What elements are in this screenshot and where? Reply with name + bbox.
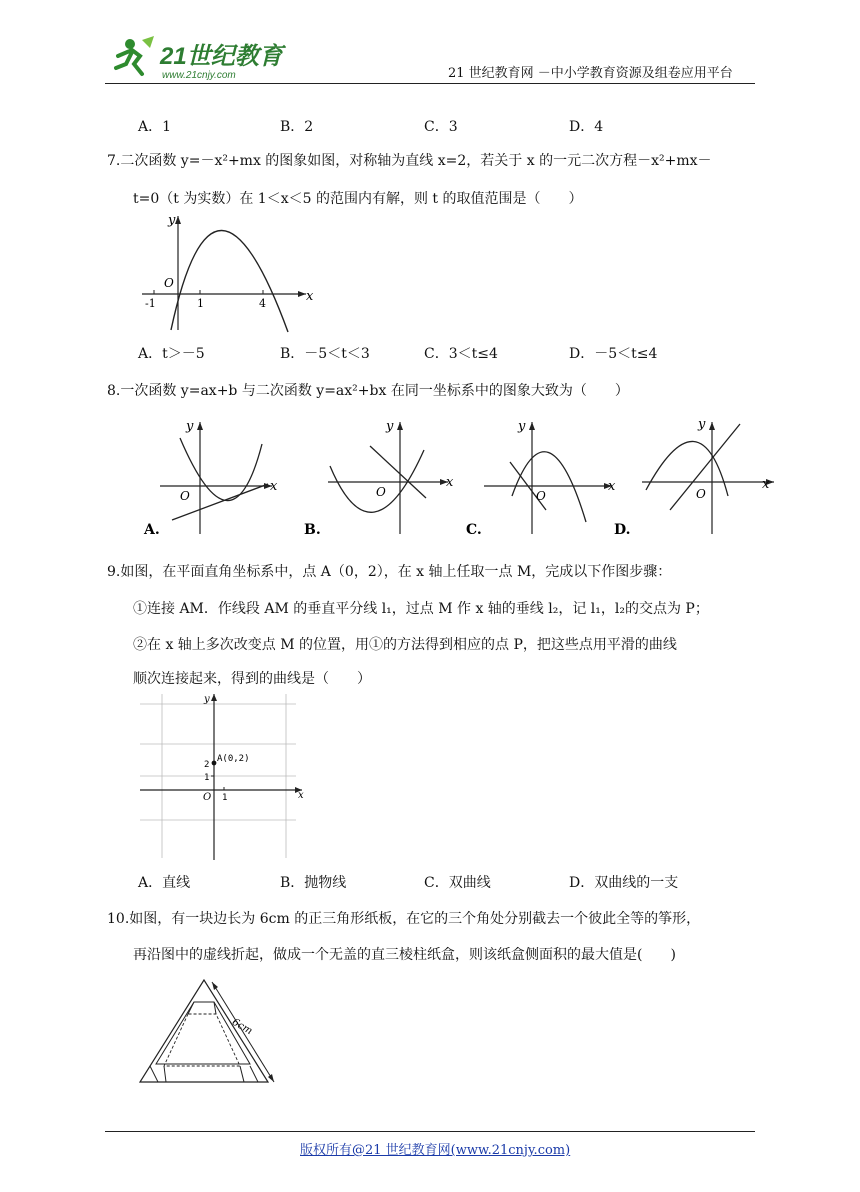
q7-origin-label: O [164,276,174,290]
q9-origin-label: O [203,792,212,803]
q7-option-a: A．t＞－5 [138,346,205,362]
q7-stem-line2: t=0（t 为实数）在 1＜x＜5 的范围内有解，则 t 的取值范围是（ ） [133,191,583,207]
q8b-y: y [386,419,394,434]
q8c-o: O [536,489,546,503]
q9-stem-line1: 9.如图，在平面直角坐标系中，点 A（0，2），在 x 轴上任取一点 M，完成以下作图步骤： [107,564,672,580]
q6-option-c: C．3 [424,119,458,135]
footer-copyright-link[interactable]: 版权所有@21 世纪教育网(www.21cnjy.com) [300,1143,571,1158]
q8-graph-d [614,417,774,538]
q9-stem-line3: ②在 x 轴上多次改变点 M 的位置，用①的方法得到相应的点 P，把这些点用平滑的曲线 [133,637,677,653]
q8-graph-a [143,419,278,538]
q8-graph-c [466,419,616,538]
q8c-y: y [518,419,526,434]
q8d-x: x [762,477,770,492]
q8-label-a: A. [144,522,160,538]
q8-graph-b [304,419,454,538]
q9-y-label: y [204,694,210,705]
q8-label-b: B. [304,522,321,538]
q7-x-label: x [306,289,314,304]
q6-option-b: B．2 [280,119,314,135]
q8-stem: 8.一次函数 y=ax+b 与二次函数 y=ax²+bx 在同一坐标系中的图象大致为（ ） [107,383,629,399]
q6-option-d: D．4 [569,119,604,135]
q9-tick-y1: 1 [204,773,210,783]
q10-length-label: 6cm [230,1016,255,1038]
q10-stem-line2: 再沿图中的虚线折起，做成一个无盖的直三棱柱纸盒，则该纸盒侧面积的最大值是( ) [133,947,676,963]
q8-graphs-figure [140,410,780,540]
q7-tick-4: 4 [259,297,266,310]
q9-stem-line2: ①连接 AM．作线段 AM 的垂直平分线 l₁，过点 M 作 x 轴的垂线 l₂，记 l₁，l₂的交点为 P； [133,601,709,617]
q9-tick-y2: 2 [204,760,210,770]
q8-label-d: D. [614,522,631,538]
q9-coordinate-figure [136,690,312,862]
q10-stem-line1: 10.如图，有一块边长为 6cm 的正三角形纸板，在它的三个角处分别截去一个彼此全等的筝形， [107,911,701,927]
runner-icon [116,36,154,74]
footer-rule [105,1131,755,1132]
q7-option-d: D．－5＜t≤4 [569,346,658,362]
q9-x-label: x [298,790,304,801]
q7-parabola-figure [138,208,318,334]
q8c-x: x [608,479,616,494]
header-site-title: 21 世纪教育网 －中小学教育资源及组卷应用平台 [448,66,733,81]
q8d-y: y [698,417,706,432]
q6-options [0,116,860,136]
q6-option-a: A．1 [138,119,172,135]
q8-label-c: C. [466,522,482,538]
q7-option-b: B．－5＜t＜3 [280,346,370,362]
q7-option-c: C．3＜t≤4 [424,346,498,362]
q9-options [0,872,860,892]
header-rule [105,83,755,84]
q7-tick-minus1: -1 [145,297,156,310]
q9-option-a: A．直线 [138,875,191,891]
q7-options [0,343,860,363]
q8a-o: O [180,489,190,503]
q8b-x: x [446,475,454,490]
q9-point-a-label: A(0,2) [217,754,250,764]
q9-tick-x1: 1 [222,793,228,803]
q9-stem-line4: 顺次连接起来，得到的曲线是（ ） [133,671,371,687]
q8d-o: O [696,487,706,501]
logo-brand: 21世纪教育 [160,43,283,70]
logo-url: www.21cnjy.com [162,70,236,81]
site-logo [108,34,293,82]
q8a-x: x [270,479,278,494]
q8a-y: y [186,419,194,434]
q9-option-b: B．抛物线 [280,875,347,891]
q8b-o: O [376,485,386,499]
q10-triangle-figure [136,974,286,1088]
q9-option-d: D．双曲线的一支 [569,875,679,891]
q9-option-c: C．双曲线 [424,875,491,891]
q7-stem-line1: 7.二次函数 y=－x²+mx 的图象如图，对称轴为直线 x=2，若关于 x 的一元二次方程－x²+mx－ [107,153,712,169]
q7-tick-1: 1 [197,297,204,310]
q7-y-label: y [168,213,176,228]
